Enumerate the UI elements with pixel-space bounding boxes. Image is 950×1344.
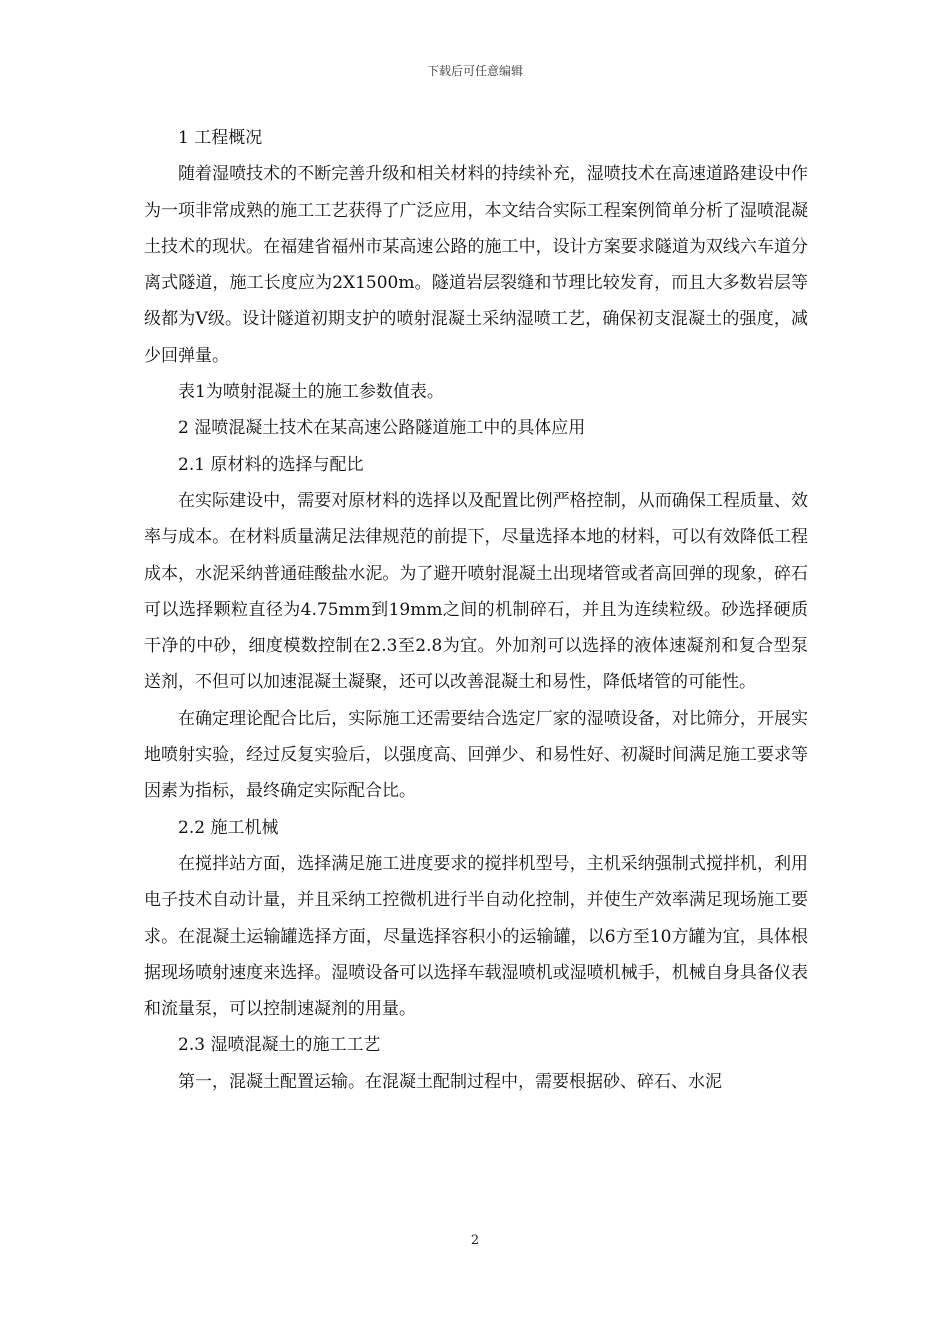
section-heading: 2 湿喷混凝土技术在某高速公路隧道施工中的具体应用 bbox=[178, 418, 586, 439]
section-heading: 1 工程概况 bbox=[178, 128, 263, 148]
body-paragraph: 随着湿喷技术的不断完善升级和相关材料的持续补充，湿喷技术在高速道路建设中作为一项非常成熟的施工工艺获得了广泛应用，本文结合实际工程案例简单分析了湿喷混凝土技术的现状。在福建省福州市某高速公路的施工中，设计方案要求隧道为双线六车道分离式隧道，施工长度应为2X1500m。隧道岩层裂缝和节理比较发育，而且大多数岩层等级都为Ⅴ级。设计隧道初期支护的喷射混凝土采纳湿喷工艺，确保初支混凝土的强度，减少回弹量。 bbox=[144, 164, 808, 366]
body-paragraph: 在实际建设中，需要对原材料的选择以及配置比例严格控制，从而确保工程质量、效率与成本。在材料质量满足法律规范的前提下，尽量选择本地的材料，可以有效降低工程成本，水泥采纳普通硅酸盐水泥。为了避开喷射混凝土出现堵管或者高回弹的现象，碎石可以选择颗粒直径为4.75mm到19mm之间的机制碎石，并且为连续粒级。砂选择硬质干净的中砂，细度模数控制在2.3至2.8为宜。外加剂可以选择的液体速凝剂和复合型泵送剂，不但可以加速混凝土凝聚，还可以改善混凝土和易性，降低堵管的可能性。 bbox=[144, 490, 808, 693]
subsection-heading: 2.3 湿喷混凝土的施工工艺 bbox=[178, 1035, 381, 1056]
body-paragraph: 在确定理论配合比后，实际施工还需要结合选定厂家的湿喷设备，对比筛分，开展实地喷射实验，经过反复实验后，以强度高、回弹少、和易性好、初凝时间满足施工要求等因素为指标，最终确定实际配合比。 bbox=[144, 708, 808, 802]
body-paragraph: 第一，混凝土配置运输。在混凝土配制过程中，需要根据砂、碎石、水泥 bbox=[178, 1071, 722, 1092]
document-body bbox=[144, 120, 808, 1100]
body-paragraph: 在搅拌站方面，选择满足施工进度要求的搅拌机型号，主机采纳强制式搅拌机，利用电子技术自动计量，并且采纳工控微机进行半自动化控制，并使生产效率满足现场施工要求。在混凝土运输罐选择方面，尽量选择容积小的运输罐，以6方至10方罐为宜，具体根据现场喷射速度来选择。湿喷设备可以选择车载湿喷机或湿喷机械手，机械自身具备仪表和流量泵，可以控制速凝剂的用量。 bbox=[144, 853, 808, 1020]
body-paragraph: 表1为喷射混凝土的施工参数值表。 bbox=[178, 382, 444, 403]
page-header: 下载后可任意编辑 bbox=[426, 64, 523, 78]
page-number: 2 bbox=[470, 1233, 480, 1248]
subsection-heading: 2.2 施工机械 bbox=[178, 817, 279, 838]
subsection-heading: 2.1 原材料的选择与配比 bbox=[178, 454, 364, 475]
